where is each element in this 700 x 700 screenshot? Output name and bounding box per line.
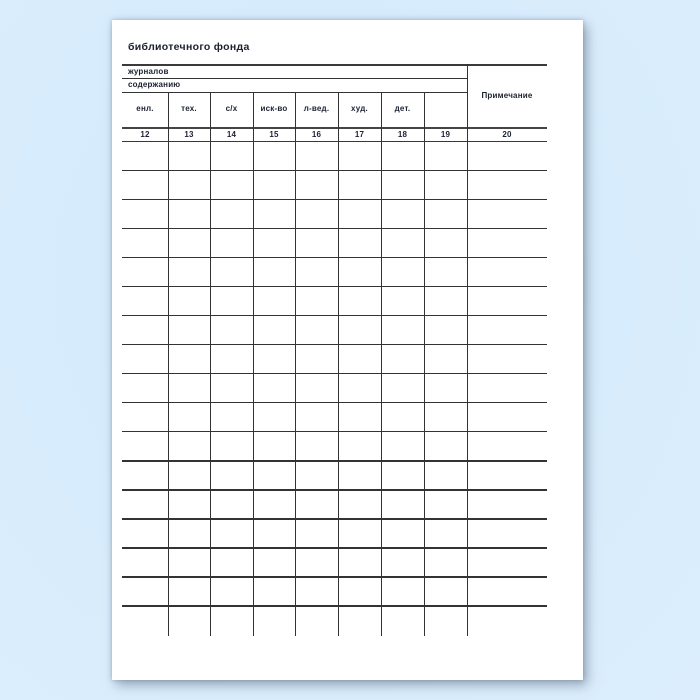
merged-row-content: содержанию — [128, 80, 181, 89]
column-number-20: 20 — [502, 129, 512, 139]
column-number-19: 19 — [440, 129, 451, 139]
column-number-13: 13 — [184, 129, 194, 139]
table-row-line — [122, 286, 547, 287]
column-header-enl: енл. — [136, 104, 154, 113]
table-row-line — [122, 547, 547, 548]
column-number-12: 12 — [140, 129, 150, 139]
column-divider — [424, 92, 425, 636]
column-number-18: 18 — [397, 129, 408, 139]
page-title: библиотечного фонда — [128, 41, 250, 53]
column-header-lved: л-вед. — [303, 104, 330, 113]
column-header-hud: худ. — [351, 104, 368, 113]
column-number-15: 15 — [269, 129, 279, 139]
column-header-empty — [424, 92, 467, 126]
column-header-sh: с/х — [225, 104, 238, 113]
merged-row-journals: журналов — [128, 66, 169, 76]
table-row-line — [122, 518, 547, 519]
note-column-divider — [467, 64, 468, 636]
table-row-line — [122, 489, 547, 490]
column-number-16: 16 — [311, 129, 322, 139]
form-table — [122, 64, 547, 639]
table-row-line — [122, 373, 547, 374]
table-row-line — [122, 170, 547, 171]
table-row-line — [122, 199, 547, 200]
table-row-line — [122, 402, 547, 403]
column-number-17: 17 — [354, 129, 365, 139]
table-row-line — [122, 315, 547, 316]
table-row-line — [122, 228, 547, 229]
column-divider — [338, 92, 339, 636]
column-divider — [295, 92, 296, 636]
column-header-det: дет. — [394, 104, 411, 113]
document-page — [112, 20, 583, 680]
table-row-line — [122, 576, 547, 577]
table-row-line — [122, 431, 547, 432]
table-row-line — [122, 344, 547, 345]
table-row-line — [122, 257, 547, 258]
column-divider — [381, 92, 382, 636]
column-header-iskvo: иск-во — [260, 104, 288, 113]
column-number-14: 14 — [226, 129, 237, 139]
column-header-note: Примечание — [481, 90, 533, 100]
table-row-line — [122, 460, 547, 461]
column-divider — [253, 92, 254, 636]
table-row-line — [122, 605, 547, 606]
column-header-teh: тех. — [181, 104, 197, 113]
column-divider — [210, 92, 211, 636]
grid-line-below-numbers — [122, 141, 547, 143]
column-divider — [168, 92, 169, 636]
